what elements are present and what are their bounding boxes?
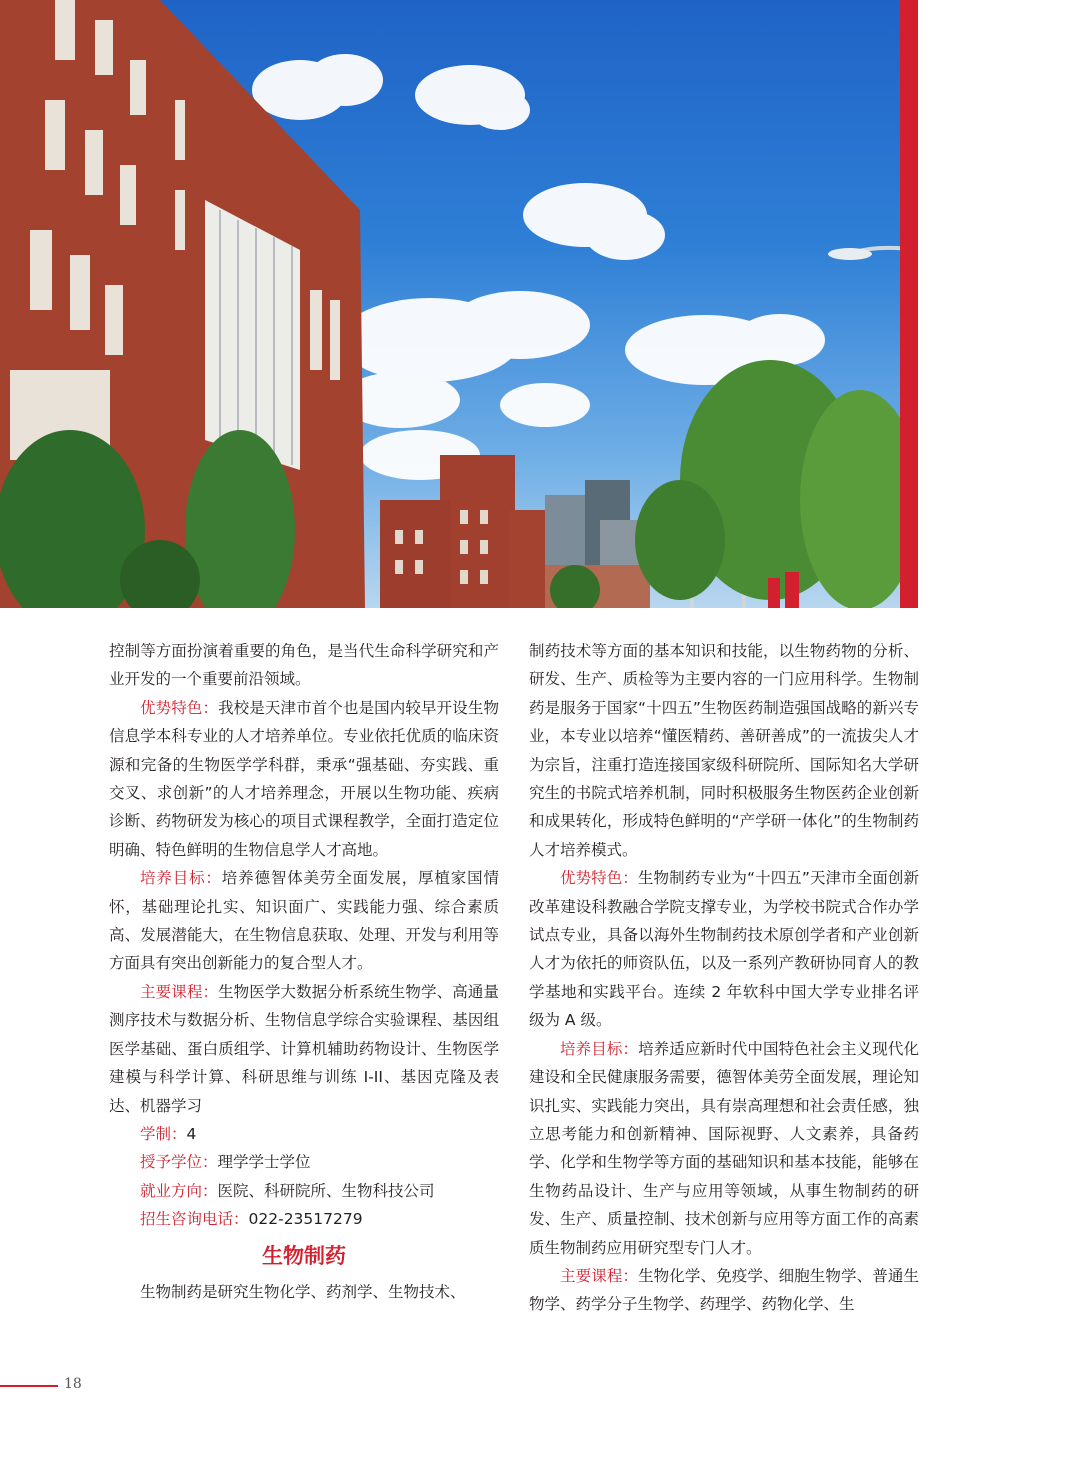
page-number: 18 bbox=[64, 1376, 82, 1392]
left-courses-label: 主要课程： bbox=[140, 982, 219, 1001]
left-intro-continuation: 控制等方面扮演着重要的角色，是当代生命科学研究和产业开发的一个重要前沿领域。 bbox=[109, 642, 499, 689]
section-title-biopharma: 生物制药 bbox=[262, 1243, 346, 1268]
right-courses-label: 主要课程： bbox=[560, 1266, 639, 1285]
left-goal-text: 培养德智体美劳全面发展，厚植家国情怀，基础理论扎实、知识面广、实践能力强、综合素质高、发展潜能大，在生物信息获取、处理、开发与利用等方面具有突出创新能力的复合型人才。 bbox=[109, 869, 499, 973]
right-advantage-text: 生物制药专业为“十四五”天津市全面创新改革建设科教融合学院支撑专业，为学校书院式合作办学试点专业，具备以海外生物制药技术原创学者和产业创新人才为依托的师资队伍，以及一系列产教研协同育人的教学基地和实践平台。连续 2 年软科中国大学专业排名评级为 A 级。 bbox=[529, 869, 919, 1030]
duration-label: 学制： bbox=[140, 1124, 187, 1143]
right-advantage-paragraph bbox=[529, 864, 919, 1034]
career-value: 医院、科研院所、生物科技公司 bbox=[217, 1181, 435, 1200]
left-column bbox=[109, 637, 499, 1306]
biopharma-intro: 生物制药是研究生物化学、药剂学、生物技术、 bbox=[140, 1282, 466, 1301]
right-goal-paragraph bbox=[529, 1035, 919, 1262]
left-goal-paragraph bbox=[109, 864, 499, 978]
left-goal-label: 培养目标： bbox=[140, 869, 222, 888]
phone-value: 022-23517279 bbox=[248, 1210, 363, 1229]
right-intro-continuation: 制药技术等方面的基本知识和技能，以生物药物的分析、研发、生产、质检等为主要内容的一门应用科学。生物制药是服务于国家“十四五”生物医药制造强国战略的新兴专业，本专业以培养“懂医精药、善研善成”的一流拔尖人才为宗旨，注重打造连接国家级科研院所、国际知名大学研究生的书院式培养机制，同时积极服务生物医药企业创新和成果转化，形成特色鲜明的“产学研一体化”的生物制药人才培养模式。 bbox=[529, 642, 919, 859]
right-courses-paragraph bbox=[529, 1262, 919, 1319]
right-goal-text: 培养适应新时代中国特色社会主义现代化建设和全民健康服务需要，德智体美劳全面发展，理论知识扎实、实践能力突出，具有崇高理想和社会责任感，独立思考能力和创新精神、国际视野、人文素养，具备药学、化学和生物学等方面的基础知识和基本技能，能够在生物药品设计、生产与应用等领域，从事生物制药的研发、生产、质量控制、技术创新与应用等方面工作的高素质生物制药应用研究型专门人才。 bbox=[529, 1039, 919, 1257]
degree-label: 授予学位： bbox=[140, 1153, 218, 1172]
right-column bbox=[529, 637, 919, 1319]
career-line bbox=[109, 1177, 499, 1205]
duration-line bbox=[109, 1120, 499, 1148]
left-advantage-paragraph bbox=[109, 694, 499, 864]
left-advantage-label: 优势特色： bbox=[140, 698, 219, 717]
right-advantage-label: 优势特色： bbox=[560, 869, 638, 888]
career-label: 就业方向： bbox=[140, 1181, 218, 1200]
campus-photo bbox=[0, 0, 918, 608]
campus-photo-illustration bbox=[0, 0, 918, 608]
right-goal-label: 培养目标： bbox=[560, 1039, 639, 1058]
footer-rule bbox=[0, 1385, 58, 1387]
degree-value: 理学学士学位 bbox=[217, 1153, 311, 1172]
phone-line bbox=[109, 1205, 499, 1233]
left-courses-paragraph bbox=[109, 978, 499, 1120]
right-courses-text: 生物化学、免疫学、细胞生物学、普通生物学、药学分子生物学、药理学、药物化学、生 bbox=[529, 1266, 919, 1314]
left-advantage-text: 我校是天津市首个也是国内较早开设生物信息学本科专业的人才培养单位。专业依托优质的临床资源和完备的生物医学学科群，秉承“强基础、夯实践、重交叉、求创新”的人才培养理念，开展以生物功能、疾病诊断、药物研发为核心的项目式课程教学，全面打造定位明确、特色鲜明的生物信息学人才高地。 bbox=[109, 698, 499, 859]
left-courses-text: 生物医学大数据分析系统生物学、高通量测序技术与数据分析、生物信息学综合实验课程、基因组医学基础、蛋白质组学、计算机辅助药物设计、生物医学建模与科学计算、科研思维与训练 I-II、基因克隆及表达、机器学习 bbox=[109, 982, 499, 1115]
phone-label: 招生咨询电话： bbox=[140, 1210, 249, 1229]
duration-value: 4 bbox=[186, 1124, 197, 1143]
degree-line bbox=[109, 1148, 499, 1176]
red-side-bar bbox=[900, 0, 918, 608]
